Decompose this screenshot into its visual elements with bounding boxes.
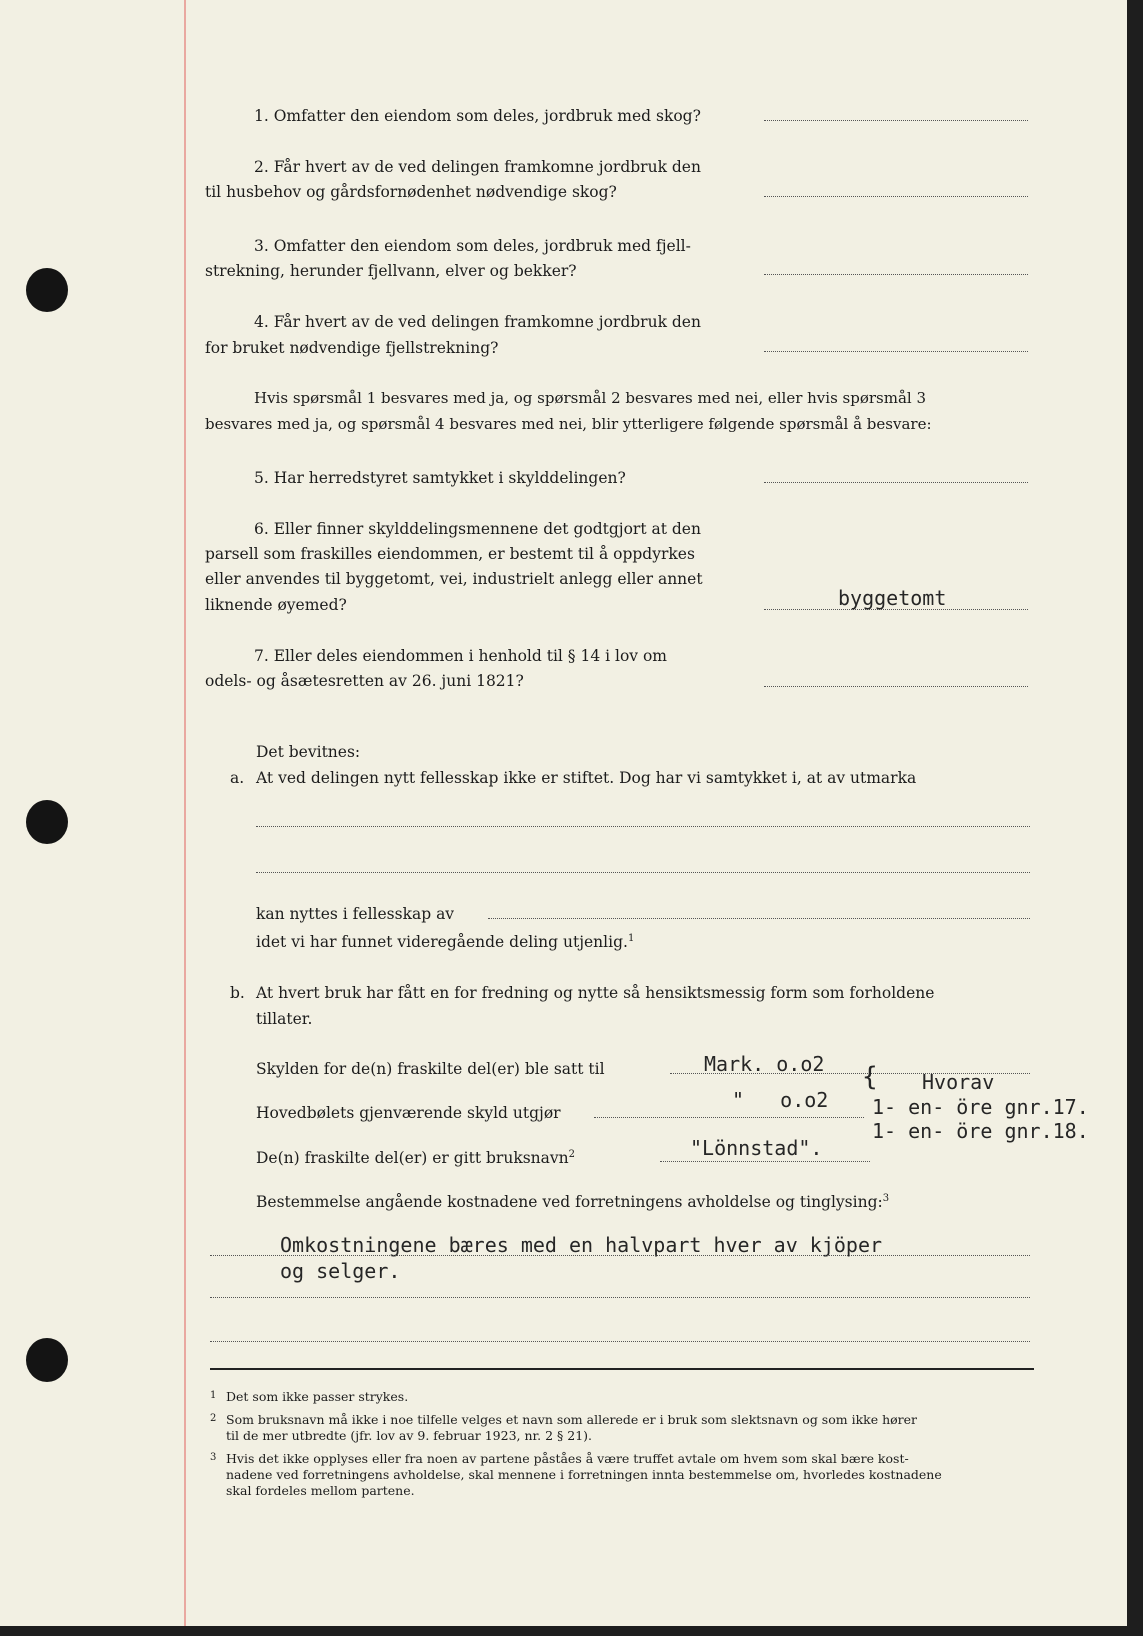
footnote-1-text: Det som ikke passer strykes.	[226, 1389, 409, 1404]
answer-line-4[interactable]	[764, 351, 1028, 352]
footnote-3-line-2: nadene ved forretningens avholdelse, skal mennene i forretningen innta bestemmelse om, hvorledes kostnadene	[226, 1467, 942, 1482]
testimony-heading: Det bevitnes:	[256, 743, 361, 761]
costs-footnote-ref: 3	[882, 1193, 890, 1204]
footnote-3-line-1: Hvis det ikke opplyses eller fra noen av partene påståes å være truffet avtale om hvem som skal bære kost-	[226, 1451, 909, 1466]
common-use-line[interactable]	[488, 918, 1030, 919]
name-label-text: De(n) fraskilte del(er) er gitt bruksnavn	[256, 1149, 569, 1168]
costs-fill-line-2[interactable]	[210, 1297, 1030, 1298]
punch-hole-middle	[26, 800, 68, 844]
answer-line-2[interactable]	[764, 196, 1028, 197]
condition-line-1: Hvis spørsmål 1 besvares med ja, og spørsmål 2 besvares med nei, eller hvis spørsmål 3	[254, 389, 927, 407]
question-1: 1. Omfatter den eiendom som deles, jordbruk med skog?	[254, 107, 701, 125]
question-3-line-1: 3. Omfatter den eiendom som deles, jordbruk med fjell-	[254, 237, 691, 255]
answer-line-7[interactable]	[764, 686, 1028, 687]
answer-line-1[interactable]	[764, 120, 1028, 121]
reason-text-body: idet vi har funnet videregående deling utjenlig.	[256, 933, 628, 952]
answer-line-3[interactable]	[764, 274, 1028, 275]
question-4-line-1: 4. Får hvert av de ved delingen framkomne jordbruk den	[254, 313, 701, 331]
question-3-line-2: strekning, herunder fjellvann, elver og bekker?	[205, 262, 577, 280]
name-line[interactable]	[660, 1161, 870, 1162]
name-footnote-ref: 2	[568, 1149, 576, 1160]
reason-text	[256, 934, 634, 951]
costs-line-2: og selger.	[280, 1259, 401, 1283]
costs-fill-line-3[interactable]	[210, 1341, 1030, 1342]
costs-label	[256, 1194, 889, 1211]
answer-line-5[interactable]	[764, 482, 1028, 483]
costs-line-1: Omkostningene bæres med en halvpart hver av kjöper	[280, 1233, 883, 1257]
question-2-line-1: 2. Får hvert av de ved delingen framkomne jordbruk den	[254, 158, 701, 176]
question-7-line-2: odels- og åsætesretten av 26. juni 1821?	[205, 672, 524, 690]
question-2-line-2: til husbehov og gårdsfornødenhet nødvendige skog?	[205, 183, 617, 201]
item-b-line-2: tillater.	[256, 1010, 313, 1028]
question-5: 5. Har herredstyret samtykket i skylddelingen?	[254, 469, 626, 487]
reason-footnote-ref: 1	[627, 933, 635, 944]
footnote-2-num: 2	[210, 1413, 217, 1424]
question-6-line-3: eller anvendes til byggetomt, vei, industrielt anlegg eller annet	[205, 570, 703, 588]
name-value: "Lönnstad".	[690, 1136, 823, 1160]
skyld-value: Mark. o.o2	[704, 1052, 825, 1076]
fill-line-a-1[interactable]	[256, 826, 1030, 827]
common-use-label: kan nyttes i fellesskap av	[256, 905, 455, 923]
question-6-line-4: liknende øyemed?	[205, 596, 347, 614]
footnote-2-line-1: Som bruksnavn må ikke i noe tilfelle velges et navn som allerede er i bruk som slektsnavn og som ikke hører	[226, 1412, 918, 1427]
fill-line-a-2[interactable]	[256, 872, 1030, 873]
item-b-label: b.	[230, 984, 245, 1002]
item-a-text: At ved delingen nytt fellesskap ikke er stiftet. Dog har vi samtykket i, at av utmarka	[256, 769, 917, 787]
note-line-2: 1- en- öre gnr.18.	[872, 1119, 1089, 1143]
punch-hole-top	[26, 268, 68, 312]
item-b-line-1: At hvert bruk har fått en for fredning og nytte så hensiktsmessig form som forholdene	[256, 984, 935, 1002]
question-6-line-1: 6. Eller finner skylddelingsmennene det godtgjort at den	[254, 520, 701, 538]
skyld-label: Skylden for de(n) fraskilte del(er) ble satt til	[256, 1060, 605, 1078]
costs-label-text: Bestemmelse angående kostnadene ved forretningens avholdelse og tinglysing:	[256, 1193, 883, 1212]
main-skyld-value: " o.o2	[732, 1088, 829, 1112]
footnote-3-line-3: skal fordeles mellom partene.	[226, 1483, 415, 1498]
footnote-rule	[210, 1368, 1034, 1370]
name-label	[256, 1150, 575, 1167]
item-a-label: a.	[230, 769, 245, 787]
answer-6-value: byggetomt	[838, 586, 947, 610]
question-4-line-2: for bruket nødvendige fjellstrekning?	[205, 339, 499, 357]
footnote-2-line-2: til de mer utbredte (jfr. lov av 9. februar 1923, nr. 2 § 21).	[226, 1428, 592, 1443]
main-skyld-line[interactable]	[594, 1117, 864, 1118]
note-line-1: 1- en- öre gnr.17.	[872, 1095, 1089, 1119]
handwritten-brace: {	[862, 1062, 878, 1092]
condition-line-2: besvares med ja, og spørsmål 4 besvares med nei, blir ytterligere følgende spørsmål å besvare:	[205, 415, 932, 433]
punch-hole-bottom	[26, 1338, 68, 1382]
main-skyld-label: Hovedbølets gjenværende skyld utgjør	[256, 1104, 561, 1122]
costs-fill-line-1[interactable]	[210, 1255, 1030, 1256]
footnote-1-num: 1	[210, 1390, 217, 1401]
footnote-3-num: 3	[210, 1452, 217, 1463]
margin-line	[184, 0, 186, 1626]
note-heading: Hvorav	[922, 1070, 995, 1094]
question-6-line-2: parsell som fraskilles eiendommen, er bestemt til å oppdyrkes	[205, 545, 695, 563]
question-7-line-1: 7. Eller deles eiendommen i henhold til § 14 i lov om	[254, 647, 668, 665]
